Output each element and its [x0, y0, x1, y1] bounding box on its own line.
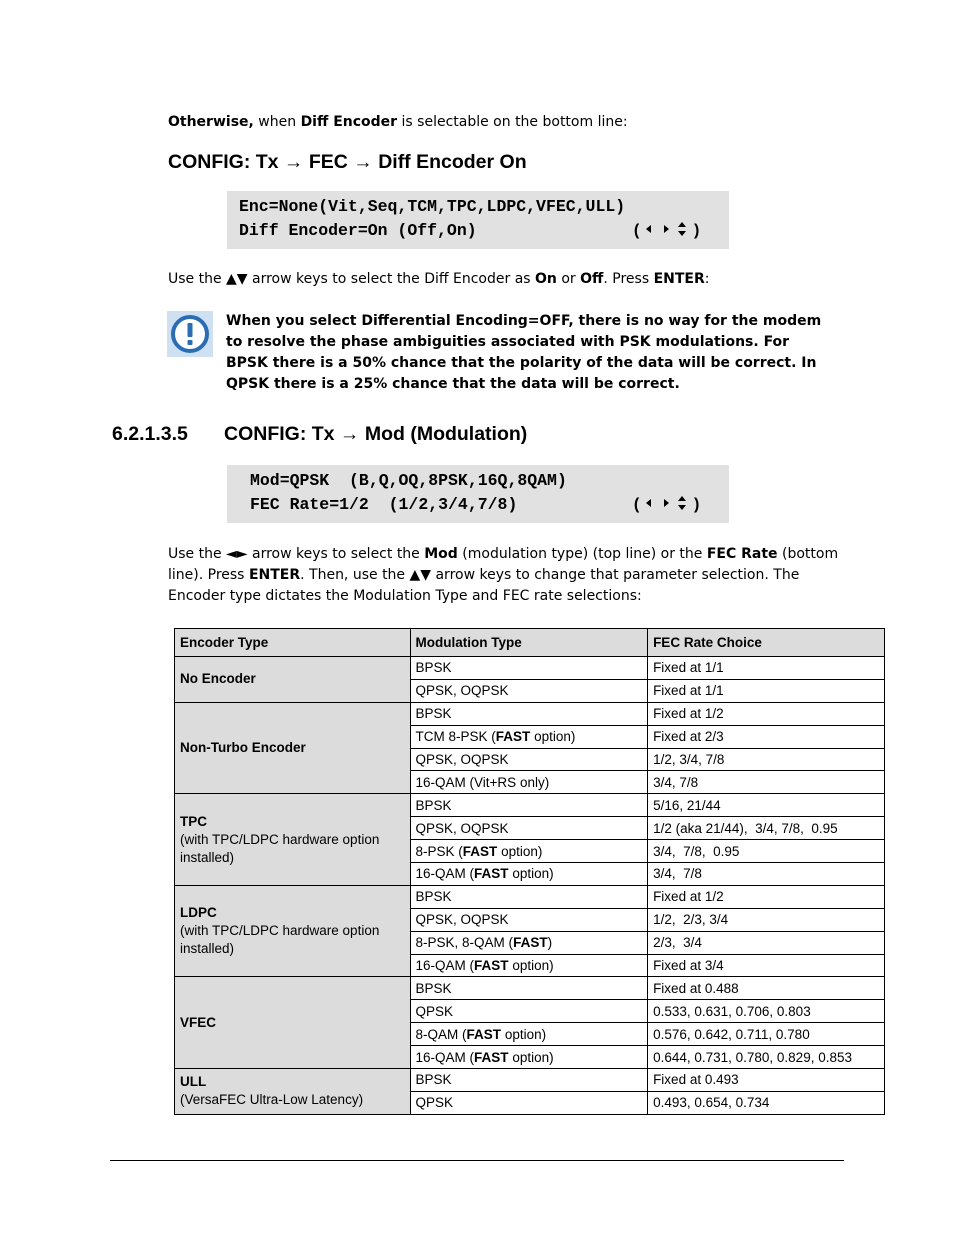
- table-header-row: [175, 629, 885, 657]
- fec-rate-cell: 3/4, 7/8: [648, 863, 885, 886]
- modulation-option-bold: FAST: [513, 935, 548, 951]
- encoder-name: VFEC: [180, 1014, 217, 1030]
- section-heading-diff-encoder: CONFIG: Tx → FEC → Diff Encoder On: [168, 151, 527, 173]
- modulation-text: QPSK: [415, 1095, 454, 1111]
- encoder-name: TPC: [180, 813, 207, 829]
- modulation-text: QPSK: [415, 1003, 454, 1019]
- fec-rate-cell: 1/2 (aka 21/44), 3/4, 7/8, 0.95: [648, 817, 885, 840]
- modulation-type-cell: [410, 679, 648, 702]
- modulation-type-cell: [410, 725, 648, 748]
- fec-rate-cell: 0.576, 0.642, 0.711, 0.780: [648, 1023, 885, 1046]
- table-row: [175, 794, 885, 817]
- modulation-option-bold: FAST: [462, 843, 498, 859]
- modulation-type-cell: [410, 908, 648, 931]
- modulation-option-bold: FAST: [474, 958, 509, 974]
- table-row: [175, 885, 885, 908]
- modulation-text-tail: option): [497, 843, 543, 859]
- modulation-text: 16-QAM (: [415, 866, 475, 882]
- column-header: Encoder Type: [175, 629, 411, 657]
- modulation-text: 16-QAM (: [415, 1049, 475, 1065]
- encoder-note: (VersaFEC Ultra-Low Latency): [180, 1092, 364, 1108]
- fec-rate-cell: 3/4, 7/8, 0.95: [648, 840, 885, 863]
- fec-rate-cell: Fixed at 3/4: [648, 954, 885, 977]
- lcd-line-1: Enc=None(Vit,Seq,TCM,TPC,LDPC,VFEC,ULL): [239, 197, 626, 216]
- modulation-text: 8-PSK (: [415, 843, 463, 859]
- fec-rate-cell: Fixed at 2/3: [648, 725, 885, 748]
- modulation-type-cell: [410, 748, 648, 771]
- modulation-type-cell: [410, 794, 648, 817]
- fec-rate-cell: 0.644, 0.731, 0.780, 0.829, 0.853: [648, 1046, 885, 1069]
- modulation-type-cell: [410, 840, 648, 863]
- modulation-text: BPSK: [415, 660, 452, 676]
- fec-rate-cell: Fixed at 0.493: [648, 1069, 885, 1092]
- modulation-text: QPSK, OQPSK: [415, 683, 509, 699]
- table-row: [175, 1069, 885, 1092]
- table-row: [175, 977, 885, 1000]
- modulation-text: BPSK: [415, 1072, 452, 1088]
- modulation-text: QPSK, OQPSK: [415, 912, 509, 928]
- modulation-type-cell: [410, 1069, 648, 1092]
- column-header: FEC Rate Choice: [648, 629, 885, 657]
- modulation-type-cell: [410, 1000, 648, 1023]
- encoder-note: (with TPC/LDPC hardware option installed): [180, 923, 380, 957]
- modulation-text-tail: ): [547, 935, 553, 951]
- modulation-option-bold: FAST: [466, 1026, 502, 1042]
- modulation-type-cell: [410, 977, 648, 1000]
- modulation-text: QPSK, OQPSK: [415, 820, 509, 836]
- modulation-text: TCM 8-PSK (: [415, 729, 496, 745]
- modulation-text-tail: option): [508, 958, 554, 974]
- intro-text: Otherwise, when Diff Encoder is selectable on the bottom line:: [168, 114, 628, 130]
- lcd-keys-indicator: ( ): [632, 496, 702, 514]
- arrow-keys-icon: [642, 495, 692, 511]
- fec-rate-cell: Fixed at 1/2: [648, 885, 885, 908]
- fec-rate-cell: 2/3, 3/4: [648, 931, 885, 954]
- instruction-text-mod: Use the ◄► arrow keys to select the Mod (modulation type) (top line) or the FEC Rate (bottom line). Press ENTER. Then, use the ▲▼ arrow keys to change that parameter selection. The Encoder type dictates the Modulation Type and FEC rate selections:: [168, 546, 839, 604]
- modulation-text: BPSK: [415, 889, 452, 905]
- fec-rate-cell: Fixed at 1/1: [648, 679, 885, 702]
- modulation-option-bold: FAST: [474, 866, 509, 882]
- modulation-text-tail: option): [530, 729, 576, 745]
- modulation-type-cell: [410, 1046, 648, 1069]
- modulation-text: 16-QAM (: [415, 958, 475, 974]
- column-header: Modulation Type: [410, 629, 648, 657]
- info-icon: [167, 311, 213, 357]
- modulation-text: BPSK: [415, 706, 452, 722]
- fec-rate-cell: Fixed at 1/2: [648, 702, 885, 725]
- lcd-line-2: Diff Encoder=On (Off,On): [239, 221, 477, 240]
- encoder-type-cell: [175, 885, 411, 977]
- encoder-modulation-table: [174, 628, 885, 1115]
- modulation-text: QPSK, OQPSK: [415, 752, 509, 767]
- modulation-type-cell: [410, 931, 648, 954]
- encoder-note: (with TPC/LDPC hardware option installed): [180, 831, 380, 865]
- modulation-type-cell: [410, 1091, 648, 1114]
- modulation-option-bold: FAST: [495, 729, 531, 745]
- modulation-type-cell: [410, 817, 648, 840]
- modulation-text: 8-PSK, 8-QAM (: [415, 935, 514, 951]
- modulation-type-cell: [410, 954, 648, 977]
- lcd-display-diff-encoder: [227, 191, 729, 249]
- table-row: [175, 657, 885, 680]
- encoder-type-cell: [175, 657, 411, 703]
- encoder-type-cell: [175, 977, 411, 1069]
- fec-rate-cell: 3/4, 7/8: [648, 771, 885, 794]
- lcd-line-2: FEC Rate=1/2 (1/2,3/4,7/8): [250, 495, 518, 514]
- section-heading-mod: 6.2.1.3.5 CONFIG: Tx → Mod (Modulation): [112, 423, 528, 445]
- modulation-text: BPSK: [415, 980, 452, 996]
- arrow-keys-icon: [642, 221, 692, 237]
- fec-rate-cell: 1/2, 2/3, 3/4: [648, 908, 885, 931]
- fec-rate-cell: 1/2, 3/4, 7/8: [648, 748, 885, 771]
- modulation-type-cell: [410, 657, 648, 680]
- fec-rate-cell: Fixed at 1/1: [648, 657, 885, 680]
- fec-rate-cell: Fixed at 0.488: [648, 977, 885, 1000]
- fec-rate-cell: 0.533, 0.631, 0.706, 0.803: [648, 1000, 885, 1023]
- fec-rate-cell: 5/16, 21/44: [648, 794, 885, 817]
- encoder-name: Non-Turbo Encoder: [180, 740, 306, 756]
- modulation-text: 8-QAM (: [415, 1026, 467, 1042]
- encoder-name: No Encoder: [180, 671, 256, 687]
- modulation-text-tail: option): [508, 866, 554, 882]
- encoder-type-cell: [175, 1069, 411, 1115]
- modulation-type-cell: [410, 885, 648, 908]
- encoder-type-cell: [175, 794, 411, 886]
- modulation-text: BPSK: [415, 797, 452, 813]
- modulation-text: 16-QAM (Vit+RS only): [415, 774, 550, 790]
- modulation-type-cell: [410, 771, 648, 794]
- instruction-text-diff-encoder: Use the ▲▼ arrow keys to select the Diff Encoder as On or Off. Press ENTER:: [168, 271, 710, 287]
- modulation-text-tail: option): [508, 1049, 554, 1065]
- encoder-name: ULL: [180, 1074, 207, 1090]
- modulation-text-tail: option): [501, 1026, 547, 1042]
- lcd-keys-indicator: ( ): [632, 222, 702, 240]
- table-row: [175, 702, 885, 725]
- encoder-type-cell: [175, 702, 411, 794]
- footer-divider: [110, 1160, 844, 1161]
- lcd-line-1: Mod=QPSK (B,Q,OQ,8PSK,16Q,8QAM): [250, 471, 567, 490]
- modulation-type-cell: [410, 1023, 648, 1046]
- modulation-option-bold: FAST: [474, 1049, 509, 1065]
- modulation-type-cell: [410, 863, 648, 886]
- note-text: When you select Differential Encoding=OFF, there is no way for the modem to resolve the phase ambiguities associated with PSK modulations. For BPSK there is a 50% chance that the polarity of the data will be correct. In QPSK there is a 25% chance that the data will be correct.: [226, 313, 822, 392]
- modulation-type-cell: [410, 702, 648, 725]
- fec-rate-cell: 0.493, 0.654, 0.734: [648, 1091, 885, 1114]
- lcd-display-mod: [227, 465, 729, 523]
- encoder-name: LDPC: [180, 905, 217, 921]
